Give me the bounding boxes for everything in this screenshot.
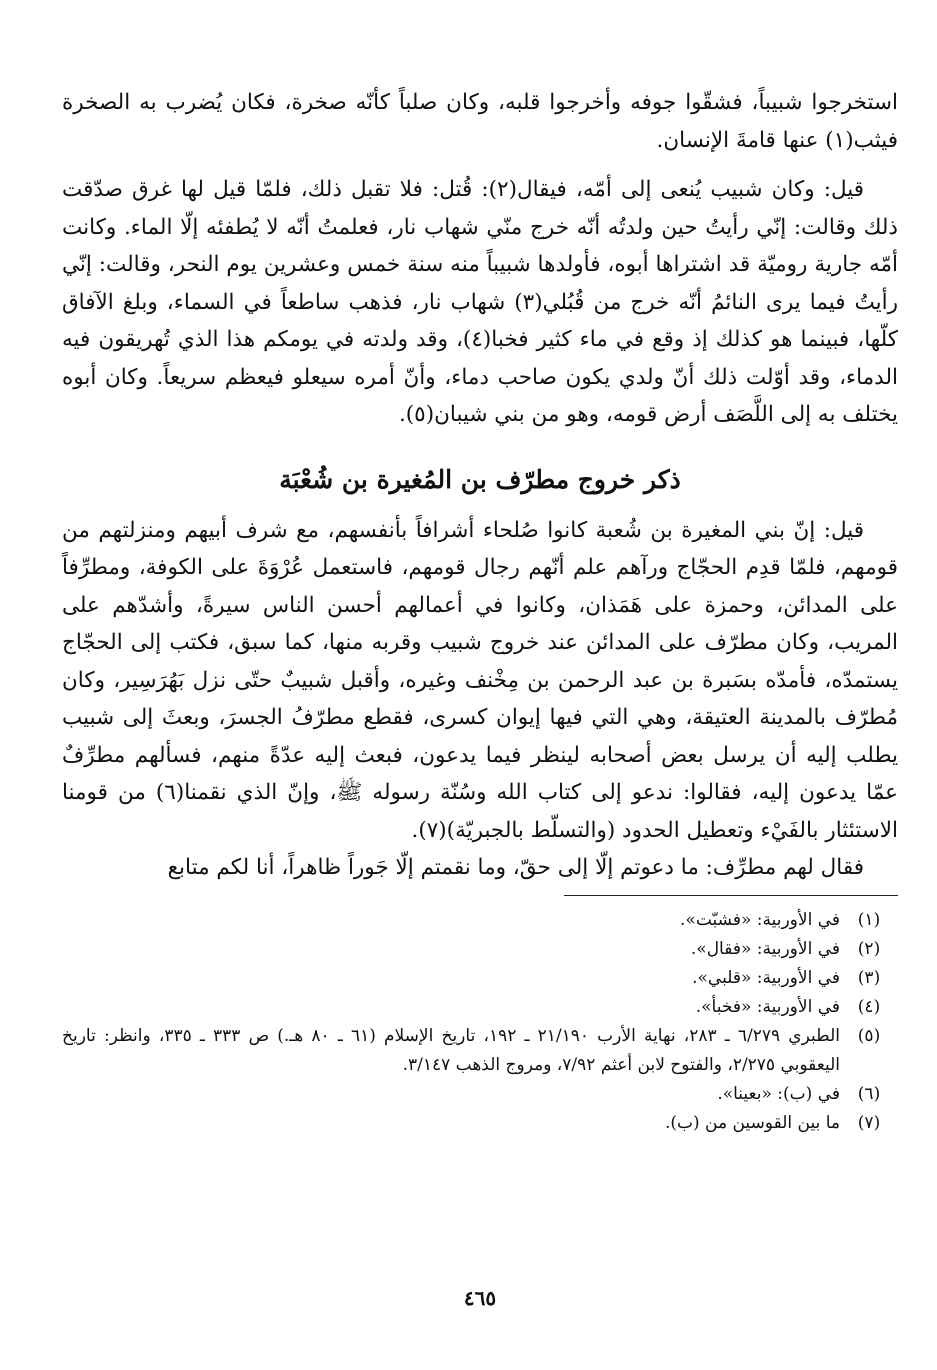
footnote-text: في الأوربية: «فخبأ». xyxy=(695,996,840,1017)
footnote xyxy=(62,935,898,964)
footnote-text: في (ب): «بعينا». xyxy=(717,1083,840,1104)
footnote-text: في الأوربية: «فشبّت». xyxy=(680,909,840,930)
footnote-text: في الأوربية: «قلبي». xyxy=(692,967,840,988)
page-number: ٤٦٥ xyxy=(463,1286,497,1310)
footnote xyxy=(62,993,898,1022)
footnote xyxy=(62,1109,898,1138)
footnote-number: (٤) xyxy=(857,996,881,1017)
footnote-number: (٢) xyxy=(857,938,881,959)
footnote-text: في الأوربية: «فقال». xyxy=(690,938,840,959)
footnote xyxy=(62,1080,898,1109)
footnotes-list xyxy=(62,906,898,1138)
footnote-number: (٦) xyxy=(857,1083,881,1104)
section-heading: ذكر خروج مطرّف بن المُغيرة بن شُعْبَة xyxy=(279,464,681,494)
footnote-number: (١) xyxy=(857,909,881,930)
footnote-number: (٥) xyxy=(857,1025,881,1046)
book-page xyxy=(62,84,898,1354)
body-paragraph: قيل: إنّ بني المغيرة بن شُعبة كانوا صُلحاء أشرافاً بأنفسهم، مع شرف أبيهم ومنزلتهم من قومهم، فلمّا قدِم الحجّاج ورآهم علم أنّهم رجال قومهم، فاستعمل عُرْوَةَ على الكوفة، ومطرِّفاً على المدائن، وحمزة على هَمَذان، وكانوا في أعمالهم أحسن الناس سيرةً، وأشدّهم على المريب، وكان مطرّف على المدائن عند خروج شبيب وقربه منها، كما سبق، فكتب إلى الحجّاج يستمدّه، فأمدّه بسَبرة بن عبد الرحمن بن مِخْنف وغيره، وأقبل شبيبٌ حتّى نزل بَهُرَسِير، وكان مُطرّف بالمدينة العتيقة، وهي التي فيها إيوان كسرى، فقطع مطرّفُ الجسرَ، وبعثَ إلى شبيب يطلب إليه أن يرسل بعض أصحابه لينظر فيما يدعون، فبعث إليه عدّةً منهم، فسألهم مطرِّفٌ عمّا يدعون إليه، فقالوا: ندعو إلى كتاب الله وسُنّة رسوله ﷺ، وإنّ الذي نقمنا(٦) من قومنا الاستئثار بالفَيْء وتعطيل الحدود (والتسلّط بالجبريّة)(٧). xyxy=(62,517,898,843)
footnote-number: (٧) xyxy=(857,1112,881,1133)
footnote xyxy=(62,964,898,993)
footnote-divider xyxy=(564,895,898,896)
footnote-text: ما بين القوسين من (ب). xyxy=(664,1112,840,1133)
body-paragraph: استخرجوا شبيباً، فشقّوا جوفه وأخرجوا قلبه، وكان صلباً كأنّه صخرة، فكان يُضرب به الصخرة فيثب(١) عنها قامةَ الإنسان. xyxy=(62,90,898,153)
footnote-number: (٣) xyxy=(857,967,881,988)
footnote xyxy=(62,1022,898,1080)
footnote-text: الطبري ٦/٢٧٩ ـ ٢٨٣، نهاية الأرب ٢١/١٩٠ ـ ١٩٢، تاريخ الإسلام (٦١ ـ ٨٠ هـ.) ص ٣٣٣ ـ ٣٣٥، وانظر: تاريخ اليعقوبي ٢/٢٧٥، والفتوح لابن أعثم ٧/٩٢، ومروج الذهب ٣/١٤٧. xyxy=(62,1025,840,1075)
body-paragraph: فقال لهم مطرِّف: ما دعوتم إلّا إلى حقّ، وما نقمتم إلّا جَوراً ظاهراً، أنا لكم متابع xyxy=(167,855,864,880)
footnote xyxy=(62,906,898,935)
body-paragraph: قيل: وكان شبيب يُنعى إلى أمّه، فيقال(٢): قُتل: فلا تقبل ذلك، فلمّا قيل لها غرق صدّقت ذلك وقالت: إنّي رأيتُ حين ولدتُه أنّه خرج منّي شهاب نار، فعلمتُ أنّه لا يُطفئه إلّا الماء. وكانت أمّه جارية روميّة قد اشتراها أبوه، فأولدها شبيباً منه سنة خمس وعشرين يوم النحر، وقالت: إنّي رأيتُ فيما يرى النائمُ أنّه خرج من قُبُلي(٣) شهاب نار، فذهب ساطعاً في السماء، وبلغ الآفاق كلّها، فبينما هو كذلك إذ وقع في ماء كثير فخبا(٤)، وقد ولدته في يومكم هذا الذي تُهريقون فيه الدماء، وقد أوّلت ذلك أنّ ولدي يكون صاحب دماء، وأنّ أمره سيعلو فيعظم سريعاً. وكان أبوه يختلف به إلى اللَّصَف أرض قومه، وهو من بني شيبان(٥). xyxy=(62,177,899,427)
